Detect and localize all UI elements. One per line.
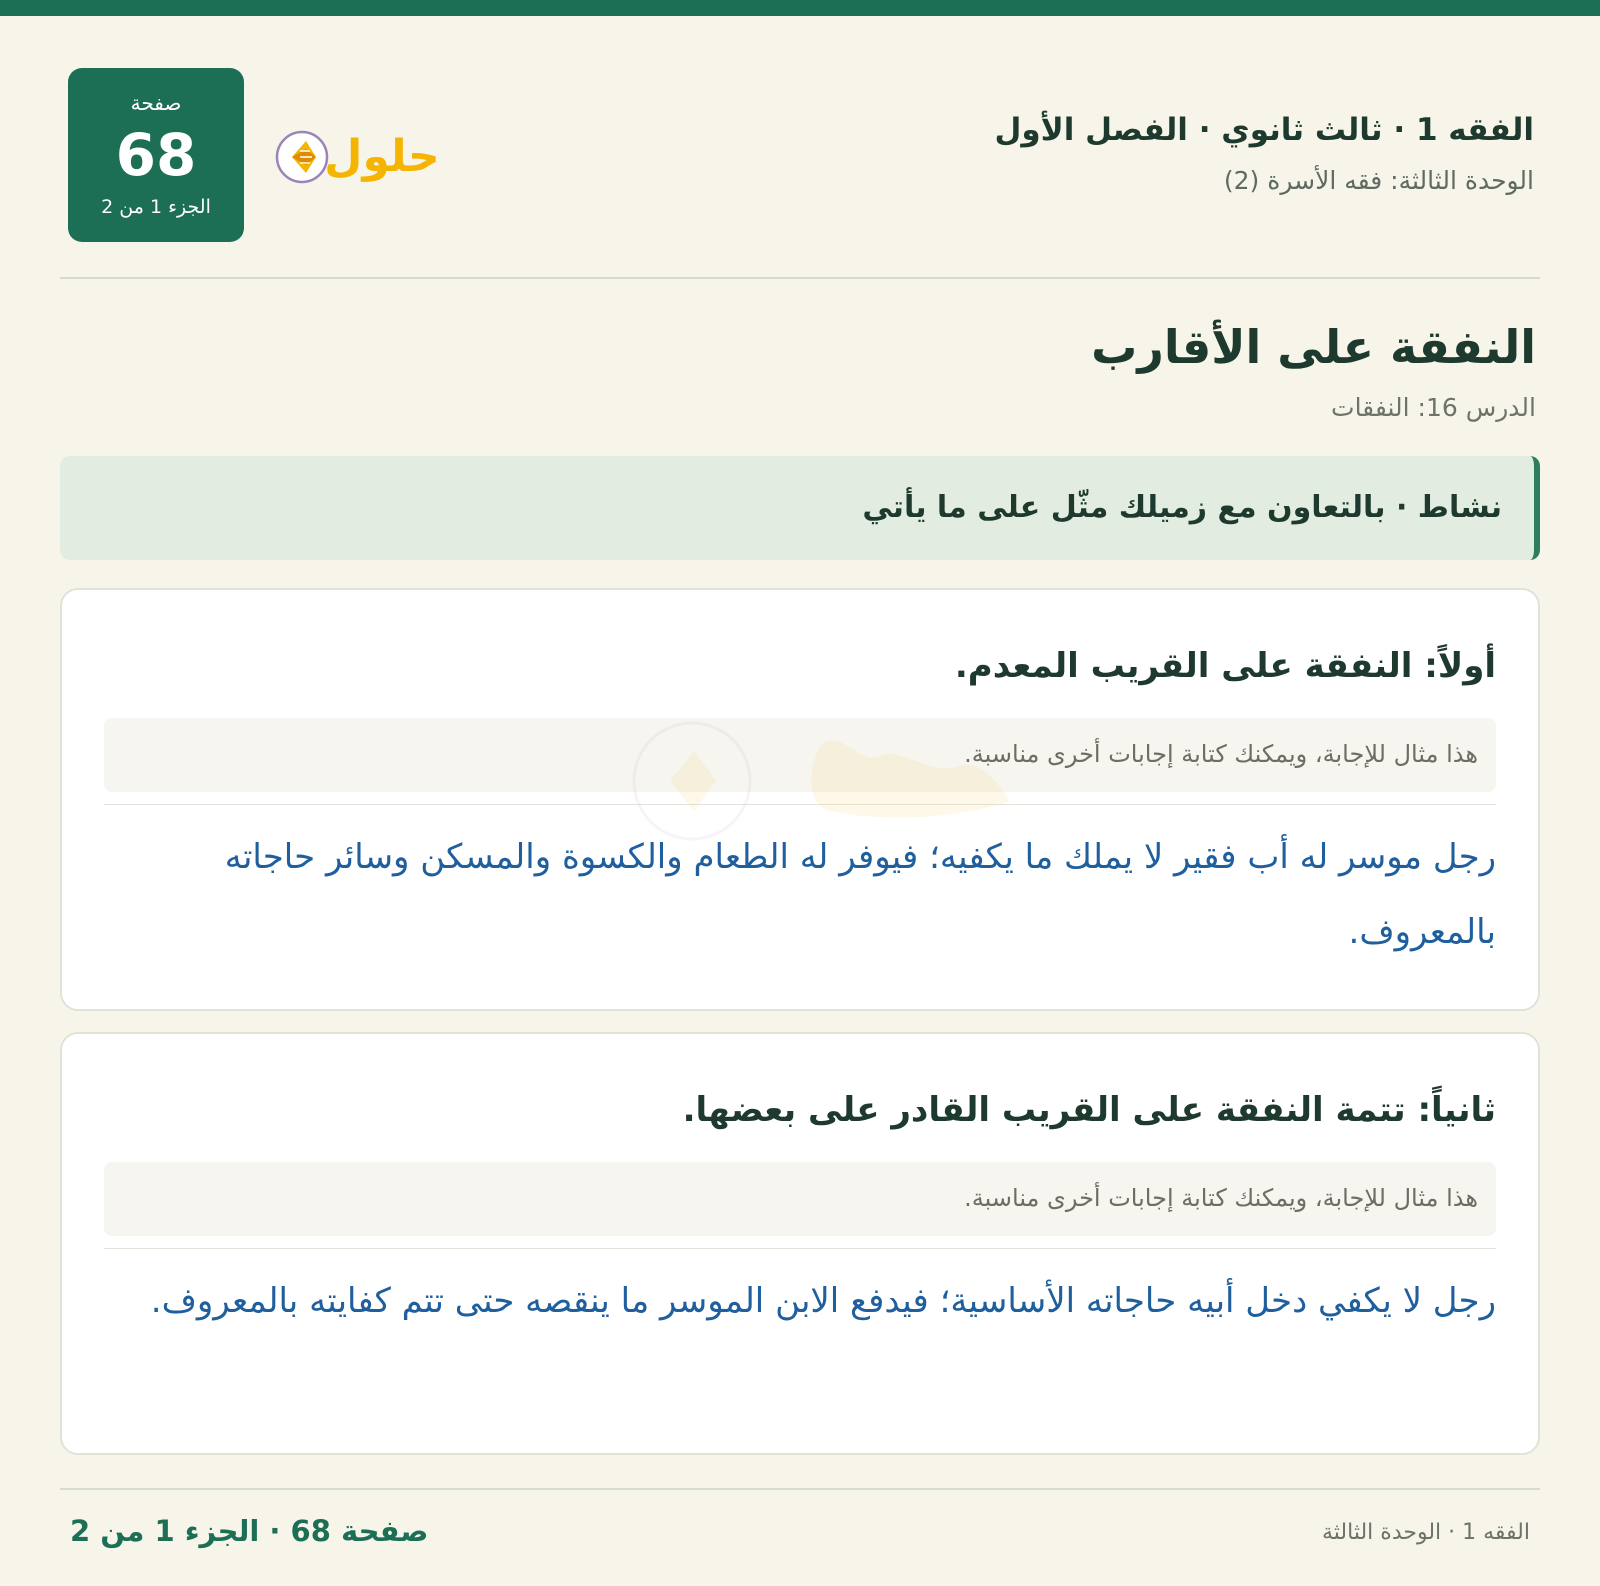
question-title: ثانياً: تتمة النفقة على القريب القادر على بعضها. xyxy=(682,1090,1496,1130)
badge-page-number: 68 xyxy=(115,121,197,189)
header-divider xyxy=(60,277,1540,279)
footer-page-info: صفحة 68 · الجزء 1 من 2 xyxy=(70,1514,429,1548)
badge-part: الجزء 1 من 2 xyxy=(101,196,211,218)
activity-text: نشاط · بالتعاون مع زميلك مثّل على ما يأتي xyxy=(862,490,1502,525)
unit-title: الوحدة الثالثة: فقه الأسرة (2) xyxy=(1223,166,1534,195)
answer-note-text: هذا مثال للإجابة، ويمكنك كتابة إجابات أخرى مناسبة. xyxy=(964,740,1478,768)
answer-text: رجل لا يكفي دخل أبيه حاجاته الأساسية؛ فيدفع الابن الموسر ما ينقصه حتى تتم كفايته بالمعروف. xyxy=(150,1281,1496,1321)
course-title: الفقه 1 · ثالث ثانوي · الفصل الأول xyxy=(994,112,1534,148)
brand-wordmark: حلول xyxy=(324,131,440,182)
activity-banner xyxy=(60,456,1540,560)
card-divider xyxy=(104,804,1496,805)
card-divider xyxy=(104,1248,1496,1249)
question-card-2 xyxy=(60,1032,1540,1455)
answer-text: رجل موسر له أب فقير لا يملك ما يكفيه؛ فيوفر له الطعام والكسوة والمسكن وسائر حاجاته بالمعروف. xyxy=(224,837,1496,952)
page-header xyxy=(60,68,1540,243)
top-accent-strip xyxy=(0,0,1600,16)
badge-label: صفحة xyxy=(130,91,182,115)
page-badge xyxy=(68,68,244,242)
header-titles xyxy=(994,112,1534,195)
question-title: أولاً: النفقة على القريب المعدم. xyxy=(954,646,1496,686)
lesson-title: النفقة على الأقارب xyxy=(1091,320,1536,374)
answer-note xyxy=(104,718,1496,792)
lesson-subtitle: الدرس 16: النفقات xyxy=(1331,393,1536,422)
footer-divider xyxy=(60,1488,1540,1490)
hulul-logo-icon xyxy=(270,123,442,191)
question-card-1 xyxy=(60,588,1540,1011)
answer-note-text: هذا مثال للإجابة، ويمكنك كتابة إجابات أخرى مناسبة. xyxy=(964,1184,1478,1212)
footer-course-unit: الفقه 1 · الوحدة الثالثة xyxy=(1322,1520,1530,1545)
answer-note xyxy=(104,1162,1496,1236)
